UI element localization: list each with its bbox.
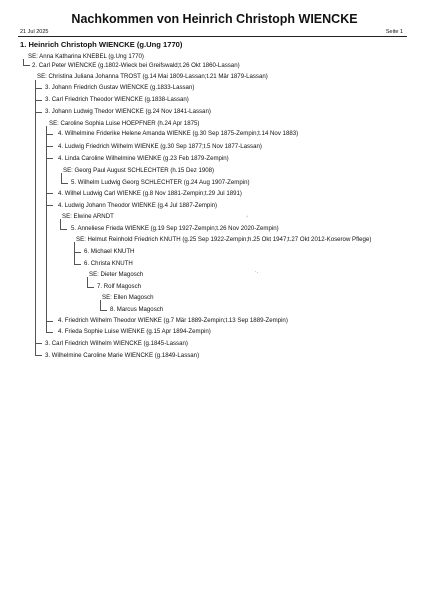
tree-entry-spouse: SE: Elwine ARNDT bbox=[62, 213, 114, 220]
tree-entry-spouse: SE: Anna Katharina KNEBEL (g.Ung 1770) bbox=[28, 53, 144, 60]
tree-connector bbox=[60, 219, 67, 230]
tree-entry: 3. Johann Friedrich Gustav WIENCKE (g.1833-Lassan) bbox=[45, 84, 195, 91]
tree-entry-spouse: SE: Ellen Magosch bbox=[102, 294, 154, 301]
tree-entry: 6. Christa KNUTH bbox=[84, 260, 133, 267]
tree-entry: 4. Frieda Sophie Luise WIENKE (g.15 Apr 1894-Zempin) bbox=[58, 328, 211, 335]
tree-entry: 4. Friedrich Wilhelm Theodor WIENKE (g.7 Mär 1889-Zempin;t.13 Sep 1889-Zempin) bbox=[58, 317, 288, 324]
tree-entry: 4. Ludwig Friedrich Wilhelm WIENKE (g.30 Sep 1877;t.5 Nov 1877-Lassan) bbox=[58, 143, 262, 150]
tree-entry: 4. Wilhelmine Friderike Helene Amanda WIENKE (g.30 Sep 1875-Zempin;t.14 Nov 1883) bbox=[58, 130, 299, 137]
page-number: Seite 1 bbox=[385, 29, 403, 35]
tree-entry-spouse: SE: Dieter Magosch bbox=[89, 271, 144, 278]
tree-entry-spouse: SE: Christina Juliana Johanna TROST (g.14 Mai 1809-Lassan;t.21 Mär 1879-Lassan) bbox=[37, 73, 268, 80]
tree-connector bbox=[23, 59, 30, 66]
tree-entry: 7. Rolf Magosch bbox=[97, 283, 142, 290]
tree-entry-spouse: SE: Helmut Reinhold Friedrich KNUTH (g.25 Sep 1922-Zempin;h.25 Okt 1947;t.27 Okt 2012-Koserow Pflege) bbox=[76, 236, 372, 243]
tree-entry: 4. Linda Caroline Wilhelmine WIENKE (g.23 Feb 1879-Zempin) bbox=[58, 155, 229, 162]
scan-mark: ·. bbox=[255, 269, 259, 275]
tree-entry: 3. Johann Ludwig Thedor WIENCKE (g.24 Nov 1841-Lassan) bbox=[45, 108, 211, 115]
tree-entry-spouse: SE: Caroline Sophia Luise HOEPFNER (h.24 Apr 1875) bbox=[49, 120, 200, 127]
header-divider bbox=[18, 36, 407, 37]
tree-connector bbox=[46, 158, 53, 194]
scan-mark: ⸝ bbox=[246, 213, 249, 219]
tree-entry-root: 1. Heinrich Christoph WIENCKE (g.Ung 1770) bbox=[20, 40, 183, 49]
tree-connector bbox=[100, 300, 107, 311]
tree-entry: 4. Wilhel Ludwig Carl WIENKE (g.8 Nov 1881-Zempin;t.29 Jul 1891) bbox=[58, 190, 242, 197]
tree-connector bbox=[61, 173, 68, 184]
tree-connector bbox=[35, 112, 42, 344]
tree-connector bbox=[74, 252, 81, 265]
tree-connector bbox=[46, 321, 53, 333]
tree-entry-spouse: SE: Georg Paul August SCHLECHTER (h.15 Dez 1908) bbox=[63, 167, 215, 174]
tree-entry: 6. Michael KNUTH bbox=[84, 248, 135, 255]
tree-entry: 3. Carl Friedrich Wilhelm WIENCKE (g.1845-Lassan) bbox=[45, 340, 188, 347]
tree-connector bbox=[35, 343, 42, 356]
tree-connector bbox=[87, 277, 94, 288]
tree-entry: 4. Ludwig Johann Theodor WIENKE (g.4 Jul 1887-Zempin) bbox=[58, 202, 218, 209]
tree-entry: 5. Anneliese Frieda WIENKE (g.19 Sep 1927-Zempin;t.26 Nov 2020-Zempin) bbox=[71, 225, 279, 232]
tree-entry: 8. Marcus Magosch bbox=[110, 306, 164, 313]
tree-connector bbox=[46, 205, 53, 322]
report-title: Nachkommen von Heinrich Christoph WIENCKE bbox=[71, 12, 358, 26]
tree-entry: 3. Carl Friedrich Theodor WIENCKE (g.1838-Lassan) bbox=[45, 96, 189, 103]
tree-entry: 3. Wilhelmine Caroline Marie WIENCKE (g.1849-Lassan) bbox=[45, 352, 200, 359]
tree-entry: 2. Carl Peter WIENCKE (g.1802-Wieck bei Greifswald;t.26 Okt 1860-Lassan) bbox=[32, 62, 240, 69]
tree-entry: 5. Wilhelm Ludwig Georg SCHLECHTER (g.24 Aug 1907-Zempin) bbox=[71, 179, 250, 186]
report-date: 21 Jul 2025 bbox=[20, 29, 49, 35]
